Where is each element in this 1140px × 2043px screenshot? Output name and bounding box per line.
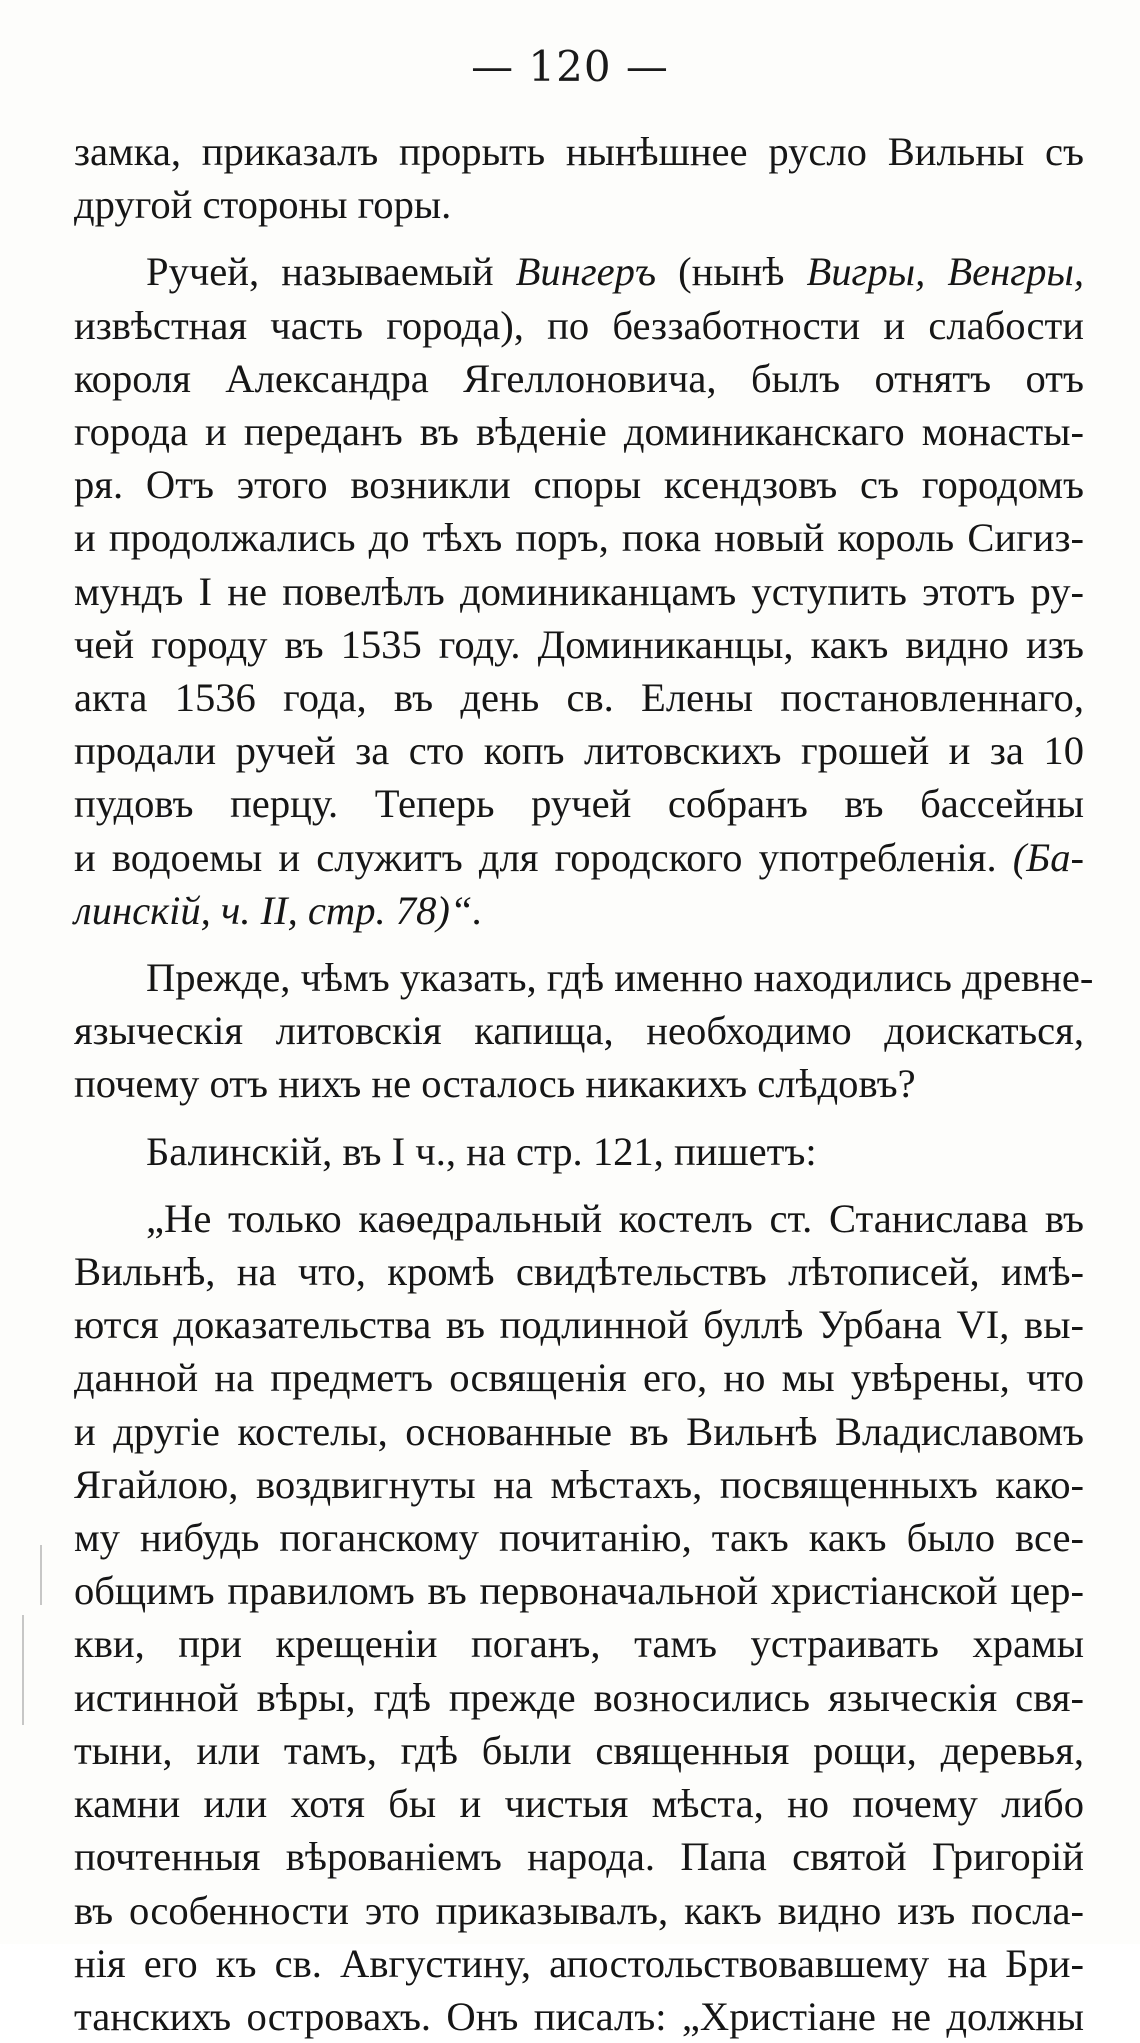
text-line: истинной вѣры, гдѣ прежде возносились языческія свя- — [74, 1674, 1084, 1720]
text-line: нія его къ св. Августину, апостольствовавшему на Бри- — [74, 1940, 1084, 1986]
paragraph-gap — [74, 937, 1084, 951]
text-line: ются доказательства въ подлинной буллѣ Урбана VI, вы- — [74, 1302, 1084, 1348]
text-line: и продолжались до тѣхъ поръ, пока новый король Сигиз- — [74, 515, 1084, 561]
margin-mark — [40, 1545, 42, 1605]
text-line — [74, 884, 1084, 937]
text-line: почтенныя вѣрованіемъ народа. Папа святой Григорій — [74, 1834, 1084, 1880]
text-line: общимъ правиломъ въ первоначальной христіанской цер- — [74, 1568, 1084, 1614]
text-line: продали ручей за сто копъ литовскихъ грошей и за 10 — [74, 728, 1084, 774]
italic-fragment: (Ба- — [1012, 834, 1084, 880]
body-text — [74, 125, 1094, 2043]
text-line: короля Александра Ягеллоновича, былъ отнятъ отъ — [74, 355, 1084, 401]
text-line: тыни, или тамъ, гдѣ были священныя рощи, деревья, — [74, 1727, 1084, 1773]
text-line: Прежде, чѣмъ указать, гдѣ именно находились древне- — [146, 955, 1094, 1001]
paragraph-gap — [74, 231, 1084, 245]
text-line: въ особенности это приказывалъ, какъ видно изъ посла- — [74, 1887, 1084, 1933]
text-line: города и переданъ въ вѣденіе доминиканскаго монасты- — [74, 409, 1084, 455]
text-line: извѣстная часть города), по беззаботности и слабости — [74, 302, 1084, 348]
italic-fragment: Вингеръ — [515, 249, 657, 295]
text-line: языческія литовскія капища, необходимо доискаться, — [74, 1008, 1084, 1054]
text-line: почему отъ нихъ не осталось никакихъ слѣдовъ? — [74, 1061, 916, 1107]
text-line: камни или хотя бы и чистыя мѣста, но почему либо — [74, 1781, 1084, 1827]
text-line: кви, при крещеніи поганъ, тамъ устраивать храмы — [74, 1621, 1084, 1667]
text-line: данной на предметъ освященія его, но мы увѣрены, что — [74, 1355, 1084, 1401]
text-line: другой стороны горы. — [74, 182, 452, 228]
text-line: чей городу въ 1535 году. Доминиканцы, какъ видно изъ — [74, 621, 1084, 667]
text-line: му нибудь поганскому почитанію, такъ какъ было все- — [74, 1515, 1084, 1561]
italic-fragment: линскій, ч. II, стр. 78)“. — [74, 887, 483, 933]
text-line: мундъ I не повелѣлъ доминиканцамъ уступить этотъ ру- — [74, 568, 1084, 614]
margin-mark — [22, 1615, 24, 1725]
italic-fragment: Вигры, Венгры, — [806, 249, 1085, 295]
text-line: ря. Отъ этого возникли споры ксендзовъ съ городомъ — [74, 462, 1084, 508]
text-line: и водоемы и служитъ для городского употребленія. (Ба- — [74, 834, 1084, 880]
text-line: Балинскій, въ I ч., на стр. 121, пишетъ: — [146, 1128, 817, 1174]
text-line: и другіе костелы, основанные въ Вильнѣ Владиславомъ — [74, 1408, 1084, 1454]
text-line: танскихъ островахъ. Онъ писалъ: „Христіане не должны — [74, 1993, 1084, 2039]
paragraph-gap — [74, 1111, 1084, 1125]
paragraph-gap — [74, 1178, 1084, 1192]
text-line: замка, приказалъ прорыть нынѣшнее русло Вильны съ — [74, 129, 1084, 174]
text-line: Ручей, называемый Вингеръ (нынѣ Вигры, Венгры, — [146, 249, 1085, 295]
text-line: Ягайлою, воздвигнуты на мѣстахъ, посвященныхъ како- — [74, 1461, 1084, 1507]
text-line: акта 1536 года, въ день св. Елены постановленнаго, — [74, 675, 1084, 721]
text-line: „Не только каѳедральный костелъ ст. Станислава въ — [146, 1195, 1084, 1241]
text-line: Вильнѣ, на что, кромѣ свидѣтельствъ лѣтописей, имѣ- — [74, 1249, 1084, 1295]
page-number: — 120 — — [471, 42, 669, 91]
text-line: пудовъ перцу. Теперь ручей собранъ въ бассейны — [74, 781, 1084, 827]
